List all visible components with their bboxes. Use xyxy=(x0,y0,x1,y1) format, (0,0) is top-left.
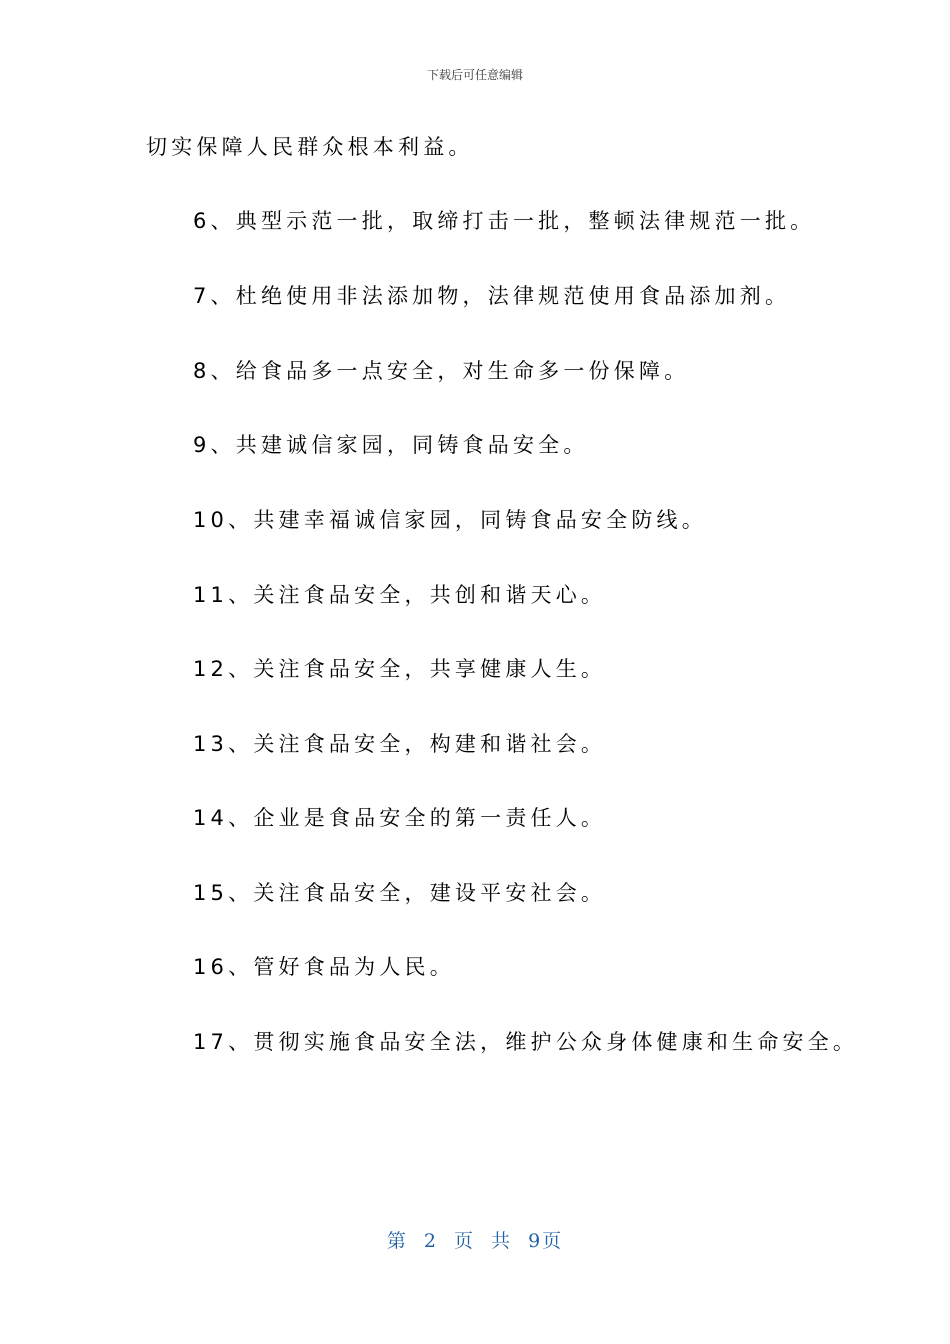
list-item: 8、给食品多一点安全，对生命多一份保障。 xyxy=(193,359,690,383)
page-header: 下载后可任意编辑 xyxy=(426,68,523,82)
page-number: 第 2 页 共 9页 xyxy=(386,1230,564,1252)
paragraph-continuation: 切实保障人民群众根本利益。 xyxy=(146,135,474,159)
list-item: 13、关注食品安全，构建和谐社会。 xyxy=(193,732,607,756)
list-item: 6、典型示范一批，取缔打击一批，整顿法律规范一批。 xyxy=(193,209,816,233)
list-item: 15、关注食品安全，建设平安社会。 xyxy=(193,881,607,905)
list-item: 7、杜绝使用非法添加物，法律规范使用食品添加剂。 xyxy=(193,284,791,308)
list-item: 12、关注食品安全，共享健康人生。 xyxy=(193,657,607,681)
list-item: 9、共建诚信家园，同铸食品安全。 xyxy=(193,433,589,457)
list-item: 11、关注食品安全，共创和谐天心。 xyxy=(193,583,607,607)
list-item: 16、管好食品为人民。 xyxy=(193,955,455,979)
list-item: 17、贯彻实施食品安全法，维护公众身体健康和生命安全。 xyxy=(193,1030,859,1054)
list-item: 10、共建幸福诚信家园，同铸食品安全防线。 xyxy=(193,508,707,532)
list-item: 14、企业是食品安全的第一责任人。 xyxy=(193,806,607,830)
